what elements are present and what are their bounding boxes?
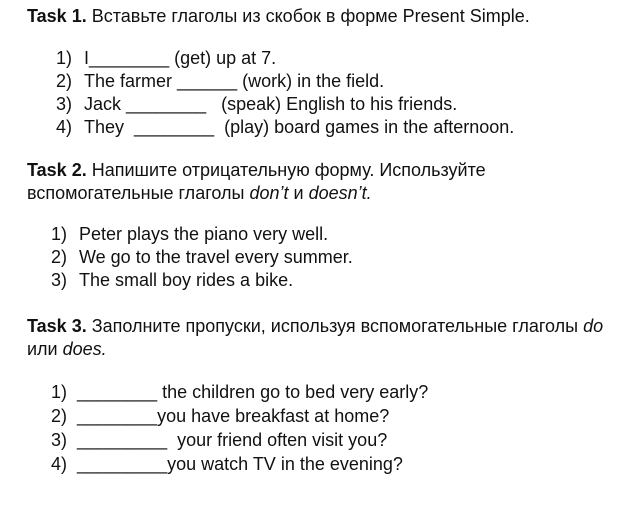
task-3-aux-does: does. bbox=[62, 339, 107, 359]
task-2-item-3 bbox=[51, 269, 609, 292]
item-number: 2) bbox=[51, 406, 68, 426]
task-3-item-2 bbox=[51, 404, 609, 428]
item-text: _________you watch TV in the evening? bbox=[77, 454, 403, 474]
item-text: ________you have breakfast at home? bbox=[77, 406, 390, 426]
task-3-heading bbox=[27, 315, 609, 361]
task-2-aux-doesnt: doesn’t. bbox=[308, 183, 372, 203]
task-3 bbox=[27, 315, 609, 476]
task-2-conjunction: и bbox=[293, 183, 304, 203]
task-1-item-1 bbox=[56, 47, 609, 70]
task-1-heading bbox=[27, 5, 609, 28]
item-text: Jack ________ (speak) English to his friends. bbox=[84, 94, 458, 114]
item-number: 1) bbox=[51, 382, 68, 402]
task-3-items bbox=[27, 380, 609, 476]
task-1-instruction: Вставьте глаголы из скобок в форме Present Simple. bbox=[91, 6, 530, 26]
task-1 bbox=[27, 5, 609, 139]
item-number: 3) bbox=[56, 94, 73, 114]
item-number: 4) bbox=[56, 117, 73, 137]
task-3-conjunction: или bbox=[27, 339, 58, 359]
task-2-label: Task 2. bbox=[27, 160, 87, 180]
task-2-heading bbox=[27, 159, 609, 205]
task-2-item-2 bbox=[51, 246, 609, 269]
item-text: I________ (get) up at 7. bbox=[84, 48, 277, 68]
task-1-items bbox=[27, 47, 609, 139]
task-2-items bbox=[27, 223, 609, 292]
item-text: ________ the children go to bed very early? bbox=[77, 382, 429, 402]
item-text: _________ your friend often visit you? bbox=[77, 430, 388, 450]
task-3-item-3 bbox=[51, 428, 609, 452]
task-2 bbox=[27, 159, 609, 292]
item-text: Peter plays the piano very well. bbox=[79, 224, 329, 244]
item-number: 3) bbox=[51, 270, 68, 290]
item-text: We go to the travel every summer. bbox=[79, 247, 353, 267]
item-text: They ________ (play) board games in the afternoon. bbox=[84, 117, 515, 137]
task-3-instruction: Заполните пропуски, используя вспомогательные глаголы bbox=[91, 316, 579, 336]
task-1-item-3 bbox=[56, 93, 609, 116]
task-2-aux-dont: don’t bbox=[249, 183, 289, 203]
item-number: 1) bbox=[56, 48, 73, 68]
task-2-instruction: Напишите отрицательную форму. Используйте вспомогательные глаголы bbox=[27, 160, 486, 203]
task-3-item-1 bbox=[51, 380, 609, 404]
item-number: 4) bbox=[51, 454, 68, 474]
task-2-item-1 bbox=[51, 223, 609, 246]
task-1-item-4 bbox=[56, 116, 609, 139]
task-3-aux-do: do bbox=[583, 316, 604, 336]
item-text: The farmer ______ (work) in the field. bbox=[84, 71, 385, 91]
item-number: 2) bbox=[51, 247, 68, 267]
item-number: 2) bbox=[56, 71, 73, 91]
item-number: 3) bbox=[51, 430, 68, 450]
task-1-item-2 bbox=[56, 70, 609, 93]
item-text: The small boy rides a bike. bbox=[79, 270, 294, 290]
task-3-item-4 bbox=[51, 452, 609, 476]
item-number: 1) bbox=[51, 224, 68, 244]
task-3-label: Task 3. bbox=[27, 316, 87, 336]
task-1-label: Task 1. bbox=[27, 6, 87, 26]
